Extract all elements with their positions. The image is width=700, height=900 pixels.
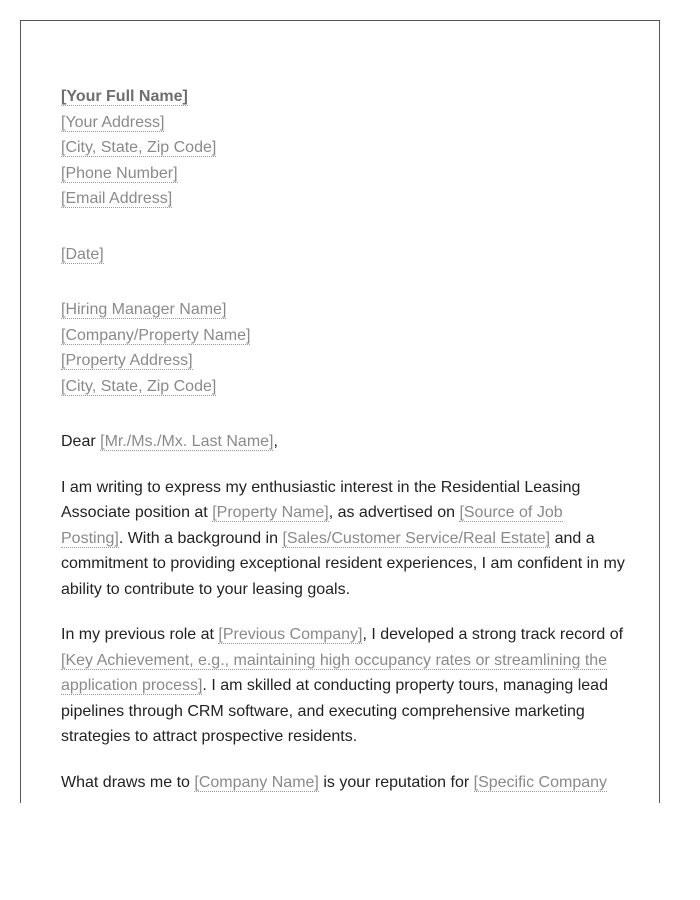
key-achievement-placeholder[interactable]: [Key Achievement, e.g., maintaining high occupancy rates or streamlining the application process]: [61, 651, 608, 694]
document-page: [20, 20, 660, 803]
recipient-company[interactable]: [Company/Property Name]: [61, 326, 251, 344]
job-source-placeholder[interactable]: [Source of Job Posting]: [61, 504, 563, 547]
paragraph-intro: I am writing to express my enthusiastic interest in the Residential Leasing Associate position at [Property Name], as advertised on [Source of Job Posting]. With a background in [Sales/Customer Service/Real Estate] and a commitment to providing exceptional resident experiences, I am confident in my ability to contribute to your leasing goals.: [61, 478, 625, 598]
sender-city-state-zip[interactable]: [City, State, Zip Code]: [61, 139, 217, 156]
date-block: [61, 242, 626, 268]
recipient-city-state-zip[interactable]: [City, State, Zip Code]: [61, 377, 217, 395]
salutation: Dear [Mr./Ms./Mx. Last Name],: [61, 433, 278, 450]
recipient-address[interactable]: [Property Address]: [61, 352, 193, 369]
paragraph-experience: In my previous role at [Previous Company], I developed a strong track record of [Key Achievement, e.g., maintaining high occupancy rates or streamlining the application process]. I am skilled at conducting property tours, managing lead pipelines through CRM software, and executing comprehensive marketing strategies to attract prospective residents.: [61, 626, 624, 745]
cover-letter-body: [61, 84, 626, 803]
recipient-block: [61, 297, 626, 399]
sender-address[interactable]: [Your Address]: [61, 113, 165, 131]
specific-company-placeholder[interactable]: [Specific Company: [473, 773, 608, 791]
sender-phone[interactable]: [Phone Number]: [61, 164, 178, 182]
property-name-placeholder[interactable]: [Property Name]: [212, 504, 329, 521]
letter-date[interactable]: [Date]: [61, 245, 104, 263]
recipient-name[interactable]: [Hiring Manager Name]: [61, 301, 227, 318]
paragraph-motivation: What draws me to [Company Name] is your reputation for [Specific Company: [61, 773, 608, 791]
sender-email[interactable]: [Email Address]: [61, 190, 173, 207]
background-placeholder[interactable]: [Sales/Customer Service/Real Estate]: [282, 529, 551, 547]
salutation-name[interactable]: [Mr./Ms./Mx. Last Name]: [100, 433, 274, 450]
company-name-placeholder[interactable]: [Company Name]: [194, 773, 319, 791]
previous-company-placeholder[interactable]: [Previous Company]: [218, 626, 363, 643]
sender-name[interactable]: [Your Full Name]: [61, 88, 188, 105]
sender-block: [61, 84, 626, 212]
